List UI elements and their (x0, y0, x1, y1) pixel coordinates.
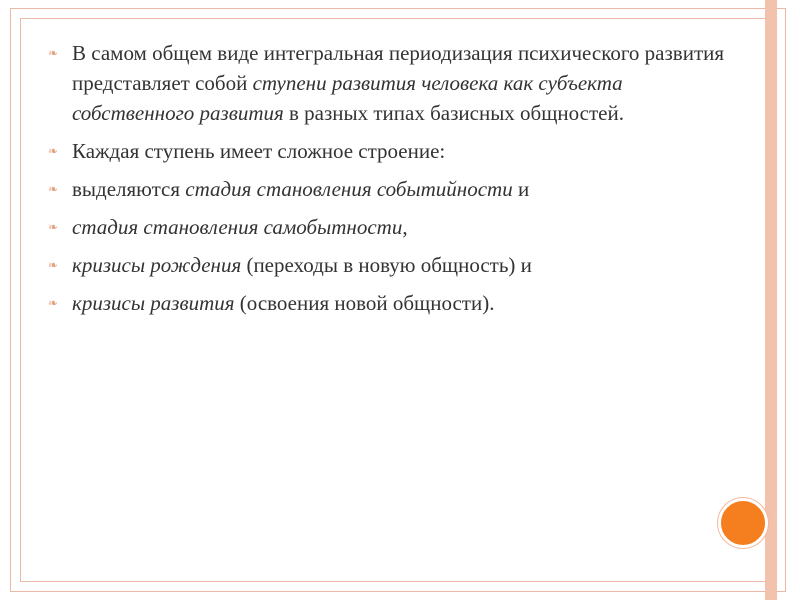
text-run: выделяются (72, 177, 186, 201)
flower-bullet-icon: ❧ (47, 258, 59, 272)
text-run: и (512, 177, 530, 201)
flower-bullet-icon: ❧ (47, 296, 59, 310)
bullet-item (46, 136, 746, 166)
italic-text: кризисы рождения (72, 253, 242, 277)
text-run: (переходы в новую общность) и (241, 253, 532, 277)
text-run: Каждая ступень имеет сложное строение: (72, 139, 446, 163)
italic-text: ступени развития человека как субъекта собственного развития (72, 71, 623, 125)
bullet-item (46, 250, 746, 280)
text-run: (освоения новой общности). (234, 291, 495, 315)
bullet-item (46, 288, 746, 318)
flower-bullet-icon: ❧ (47, 220, 59, 234)
italic-text: стадия становления самобытности (72, 215, 403, 239)
text-run: , (402, 215, 408, 239)
text-run: В самом общем виде интегральная периодизация психического развития представляет собой (72, 41, 725, 95)
bullet-item (46, 212, 746, 242)
italic-text: стадия становления событийности (185, 177, 513, 201)
bullet-item (46, 174, 746, 204)
text-run: в разных типах базисных общностей. (283, 101, 624, 125)
flower-bullet-icon: ❧ (47, 182, 59, 196)
flower-bullet-icon: ❧ (47, 144, 59, 158)
bullet-item (46, 38, 746, 128)
flower-bullet-icon: ❧ (47, 46, 59, 60)
decorative-circle (718, 498, 768, 548)
decorative-stripe (765, 0, 777, 600)
bullet-list (46, 38, 746, 326)
italic-text: кризисы развития (72, 291, 235, 315)
